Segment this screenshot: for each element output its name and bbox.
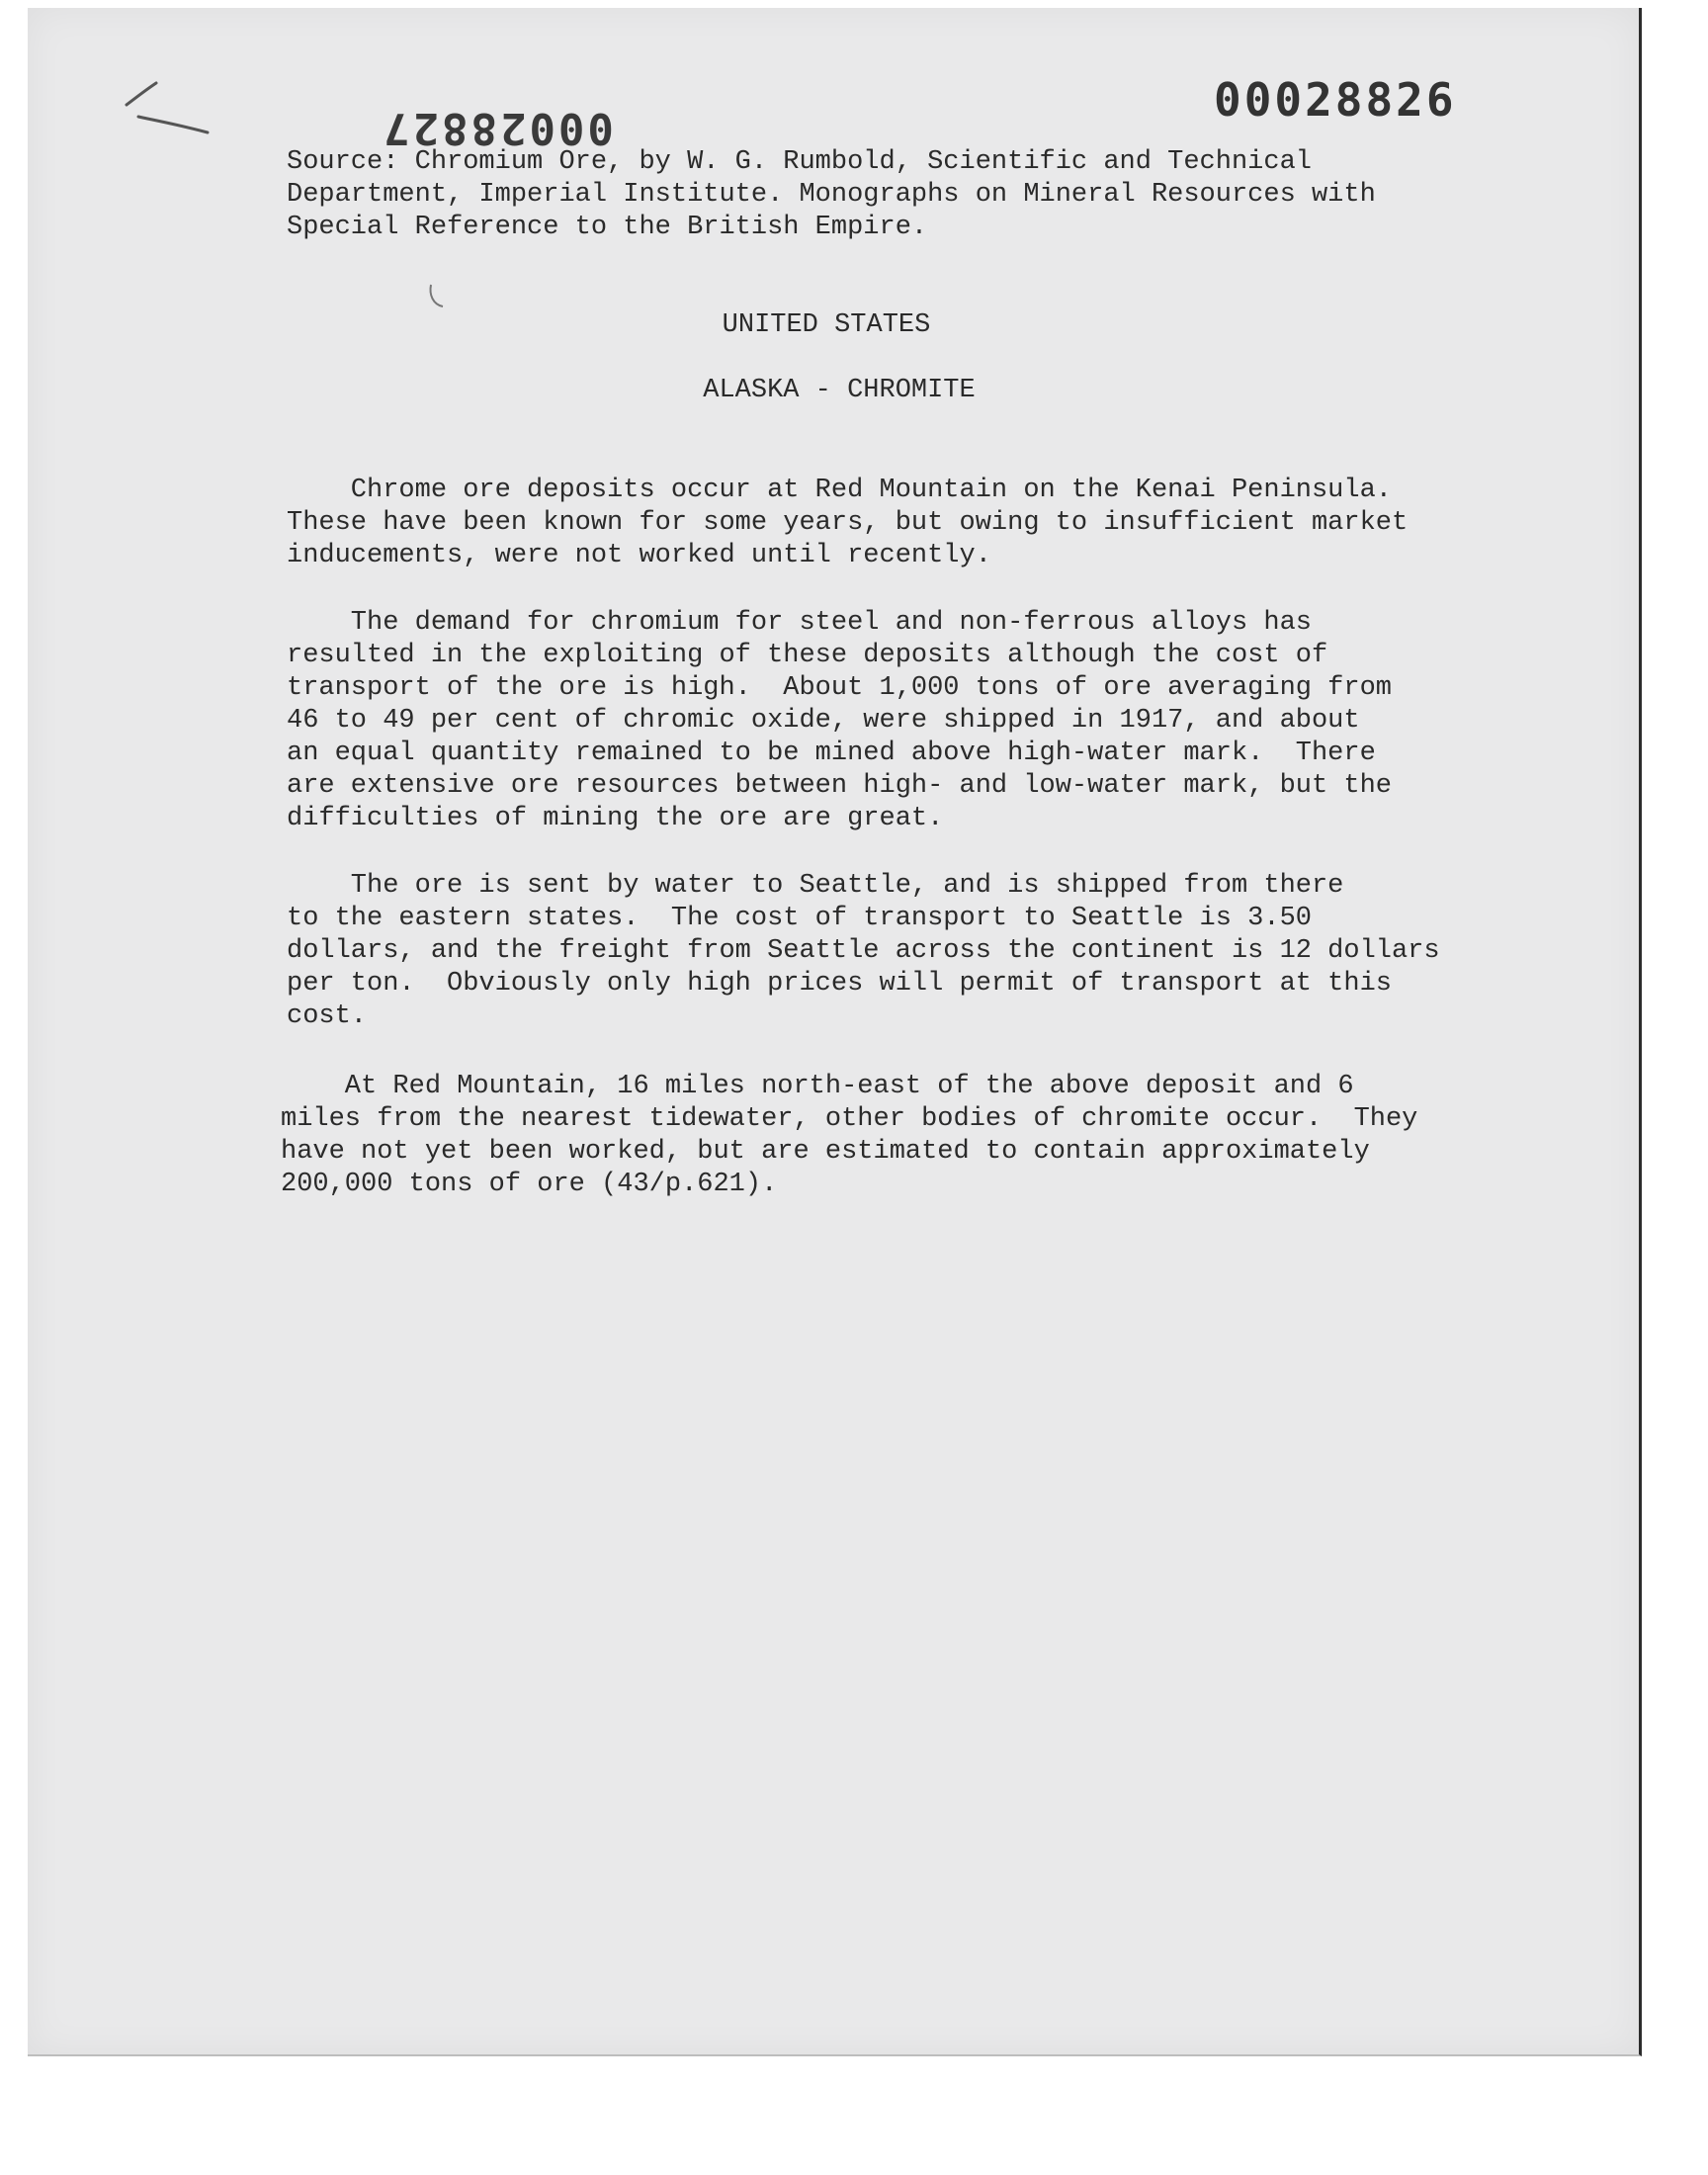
paragraph-line: These have been known for some years, but owing to insufficient market xyxy=(287,508,1409,538)
paragraph-line: resulted in the exploiting of these deposits although the cost of xyxy=(287,641,1328,670)
paragraph-line: transport of the ore is high. About 1,000 tons of ore averaging from xyxy=(287,673,1392,703)
paragraph-other-bodies xyxy=(281,1071,1417,1201)
paragraph-line: to the eastern states. The cost of transport to Seattle is 3.50 xyxy=(287,904,1312,933)
paragraph-line: difficulties of mining the ore are great. xyxy=(287,804,944,833)
paragraph-line: dollars, and the freight from Seattle across the continent is 12 dollars xyxy=(287,936,1440,966)
paragraph-line: have not yet been worked, but are estimated to contain approximately xyxy=(281,1137,1370,1167)
paragraph-line: The demand for chromium for steel and non-ferrous alloys has xyxy=(287,608,1312,638)
paragraph-line: The ore is sent by water to Seattle, and is shipped from there xyxy=(287,871,1344,901)
paragraph-line: Chrome ore deposits occur at Red Mountain on the Kenai Peninsula. xyxy=(287,476,1392,505)
source-line: Source: Chromium Ore, by W. G. Rumbold, Scientific and Technical xyxy=(287,147,1312,177)
paragraph-line: cost. xyxy=(287,1001,368,1031)
pencil-mark-icon xyxy=(117,77,225,156)
paragraph-line: At Red Mountain, 16 miles north-east of the above deposit and 6 xyxy=(281,1072,1354,1101)
paragraph-line: miles from the nearest tidewater, other bodies of chromite occur. They xyxy=(281,1104,1418,1134)
inverted-number-stamp: 00028827 xyxy=(381,103,614,153)
paragraph-line: inducements, were not worked until recently. xyxy=(287,541,991,570)
smudge-mark-icon xyxy=(427,283,447,308)
source-citation xyxy=(287,146,1473,244)
document-number-stamp: 00028826 xyxy=(1214,73,1457,127)
paragraph-red-mountain-deposits xyxy=(287,475,1408,572)
country-heading: UNITED STATES xyxy=(722,310,931,340)
paragraph-line: per ton. Obviously only high prices will permit of transport at this xyxy=(287,969,1392,999)
paragraph-chromium-demand xyxy=(287,607,1392,835)
paragraph-line: are extensive ore resources between high- and low-water mark, but the xyxy=(287,771,1392,801)
paragraph-transport-cost xyxy=(287,870,1440,1033)
paragraph-line: an equal quantity remained to be mined above high-water mark. There xyxy=(287,739,1376,768)
source-line: Special Reference to the British Empire. xyxy=(287,213,928,242)
section-heading: ALASKA - CHROMITE xyxy=(703,376,976,405)
paragraph-line: 46 to 49 per cent of chromic oxide, were shipped in 1917, and about xyxy=(287,706,1360,736)
paragraph-line: 200,000 tons of ore (43/p.621). xyxy=(281,1170,778,1199)
source-line: Department, Imperial Institute. Monographs on Mineral Resources with xyxy=(287,180,1376,210)
